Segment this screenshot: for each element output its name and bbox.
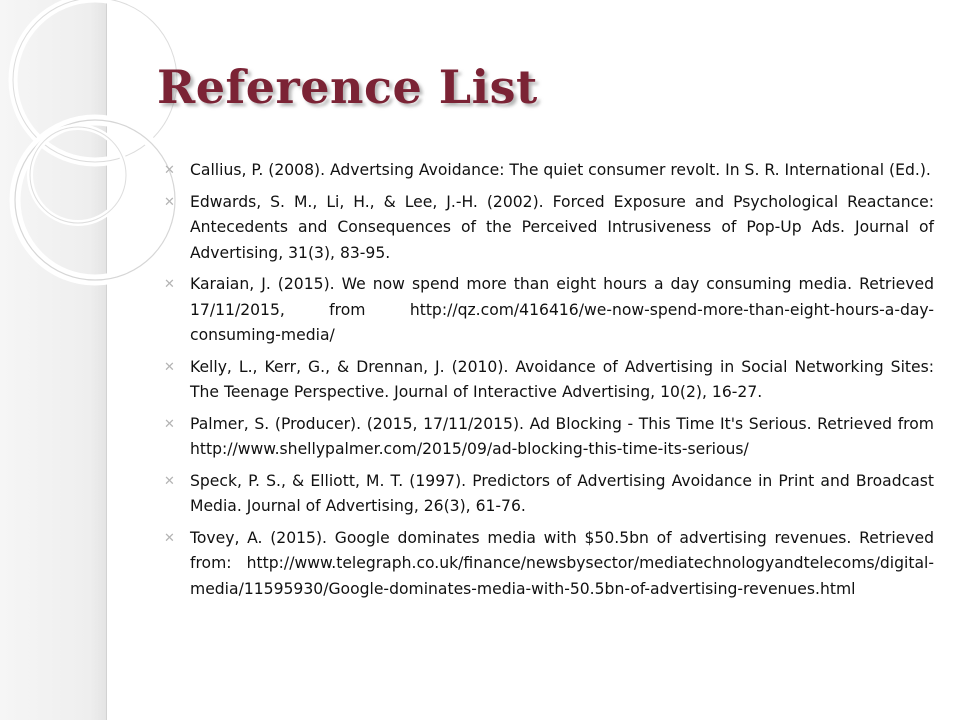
reference-text: Palmer, S. (Producer). (2015, 17/11/2015). Ad Blocking - This Time It's Serious. Retrieved from http://www.shellypalmer.com/2015/09/ad-blocking-this-time-its-serious/ bbox=[190, 414, 934, 458]
reference-item bbox=[164, 526, 934, 603]
reference-text: Karaian, J. (2015). We now spend more than eight hours a day consuming media. Retrieved 17/11/2015, from http://qz.com/416416/we-now-spend-more-than-eight-hours-a-day-consuming-media/ bbox=[190, 275, 934, 344]
reference-item bbox=[164, 272, 934, 349]
x-mark-bullet-icon: ✕ bbox=[164, 359, 175, 375]
reference-text: Edwards, S. M., Li, H., & Lee, J.-H. (2002). Forced Exposure and Psychological Reactance: Antecedents and Consequences of the Perceived Intrusiveness of Pop-Up Ads. Journal of Advertising, 31(3), 83-95. bbox=[190, 192, 934, 262]
x-mark-bullet-icon: ✕ bbox=[164, 530, 175, 546]
x-mark-bullet-icon: ✕ bbox=[164, 194, 175, 210]
x-mark-bullet-icon: ✕ bbox=[164, 163, 175, 178]
x-mark-bullet-icon: ✕ bbox=[164, 416, 175, 432]
reference-text: Kelly, L., Kerr, G., & Drennan, J. (2010). Avoidance of Advertising in Social Networking Sites: The Teenage Perspective. Journal of Interactive Advertising, 10(2), 16-27. bbox=[190, 357, 934, 401]
reference-text: Callius, P. (2008). Advertsing Avoidance: The quiet consumer revolt. In S. R. International (Ed.). bbox=[190, 161, 931, 179]
reference-text: Tovey, A. (2015). Google dominates media with $50.5bn of advertising revenues. Retrieved from: http://www.telegraph.co.uk/finance/newsbysector/mediatechnologyandtelecoms/digital-media/11595930/Google-dominates-media-with-50.5bn-of-advertising-revenues.html bbox=[190, 528, 934, 598]
reference-item bbox=[164, 469, 934, 520]
reference-item bbox=[164, 190, 934, 267]
x-mark-bullet-icon: ✕ bbox=[164, 277, 175, 292]
reference-text: Speck, P. S., & Elliott, M. T. (1997). Predictors of Advertising Avoidance in Print and Broadcast Media. Journal of Advertising, 26(3), 61-76. bbox=[190, 471, 934, 515]
reference-item bbox=[164, 158, 934, 184]
slide-title: Reference List bbox=[157, 60, 538, 114]
reference-list bbox=[164, 158, 934, 608]
reference-item bbox=[164, 355, 934, 406]
reference-item bbox=[164, 412, 934, 463]
x-mark-bullet-icon: ✕ bbox=[164, 473, 175, 489]
